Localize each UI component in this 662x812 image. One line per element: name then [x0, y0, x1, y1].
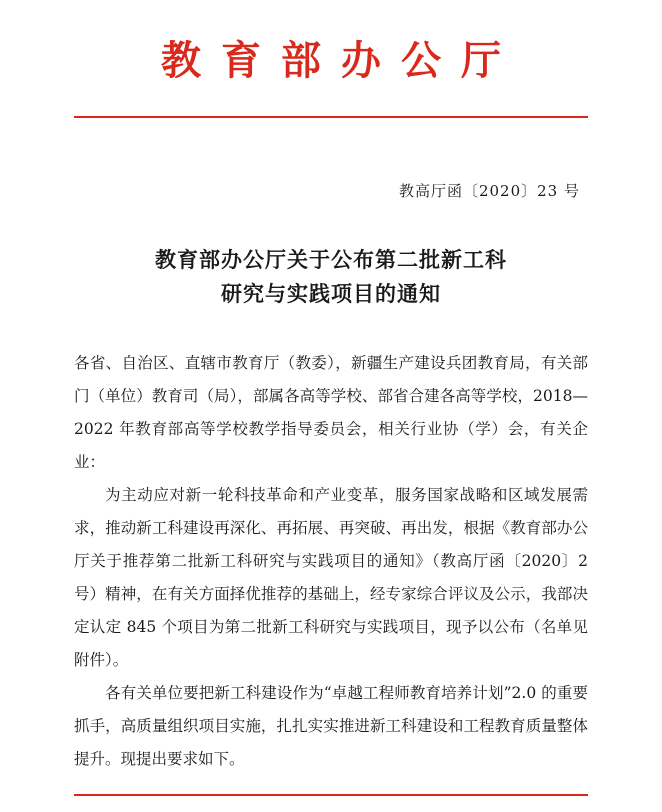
footer-divider: [74, 794, 588, 796]
paragraph-background: 为主动应对新一轮科技革命和产业变革，服务国家战略和区域发展需求，推动新工科建设再深化、再拓展、再突破、再出发，根据《教育部办公厅关于推荐第二批新工科研究与实践项目的通知》（教高厅函〔2020〕2 号）精神，在有关方面择优推荐的基础上，经专家综合评议及公示，我部决定认定 845 个项目为第二批新工科研究与实践项目，现予以公布（名单见附件）。: [74, 486, 588, 669]
masthead-divider: [74, 116, 588, 118]
document-title-line-1: 教育部办公厅关于公布第二批新工科: [155, 247, 507, 272]
masthead-title: 教育部办公厅: [161, 37, 521, 84]
document-body: [74, 347, 588, 776]
paragraph-requirements: 各有关单位要把新工科建设作为“卓越工程师教育培养计划”2.0 的重要抓手，高质量组织项目实施，扎扎实实推进新工科建设和工程教育质量整体提升。现提出要求如下。: [74, 684, 588, 768]
paragraph-addressees: 各省、自治区、直辖市教育厅（教委），新疆生产建设兵团教育局，有关部门（单位）教育司（局），部属各高等学校、部省合建各高等学校，2018—2022 年教育部高等学校教学指导委员会，相关行业协（学）会，有关企业：: [74, 354, 588, 471]
document-number: 教高厅函〔2020〕23 号: [398, 182, 580, 200]
document-title-line-2: 研究与实践项目的通知: [221, 281, 441, 306]
document-title: [74, 243, 588, 311]
masthead: [74, 0, 588, 118]
